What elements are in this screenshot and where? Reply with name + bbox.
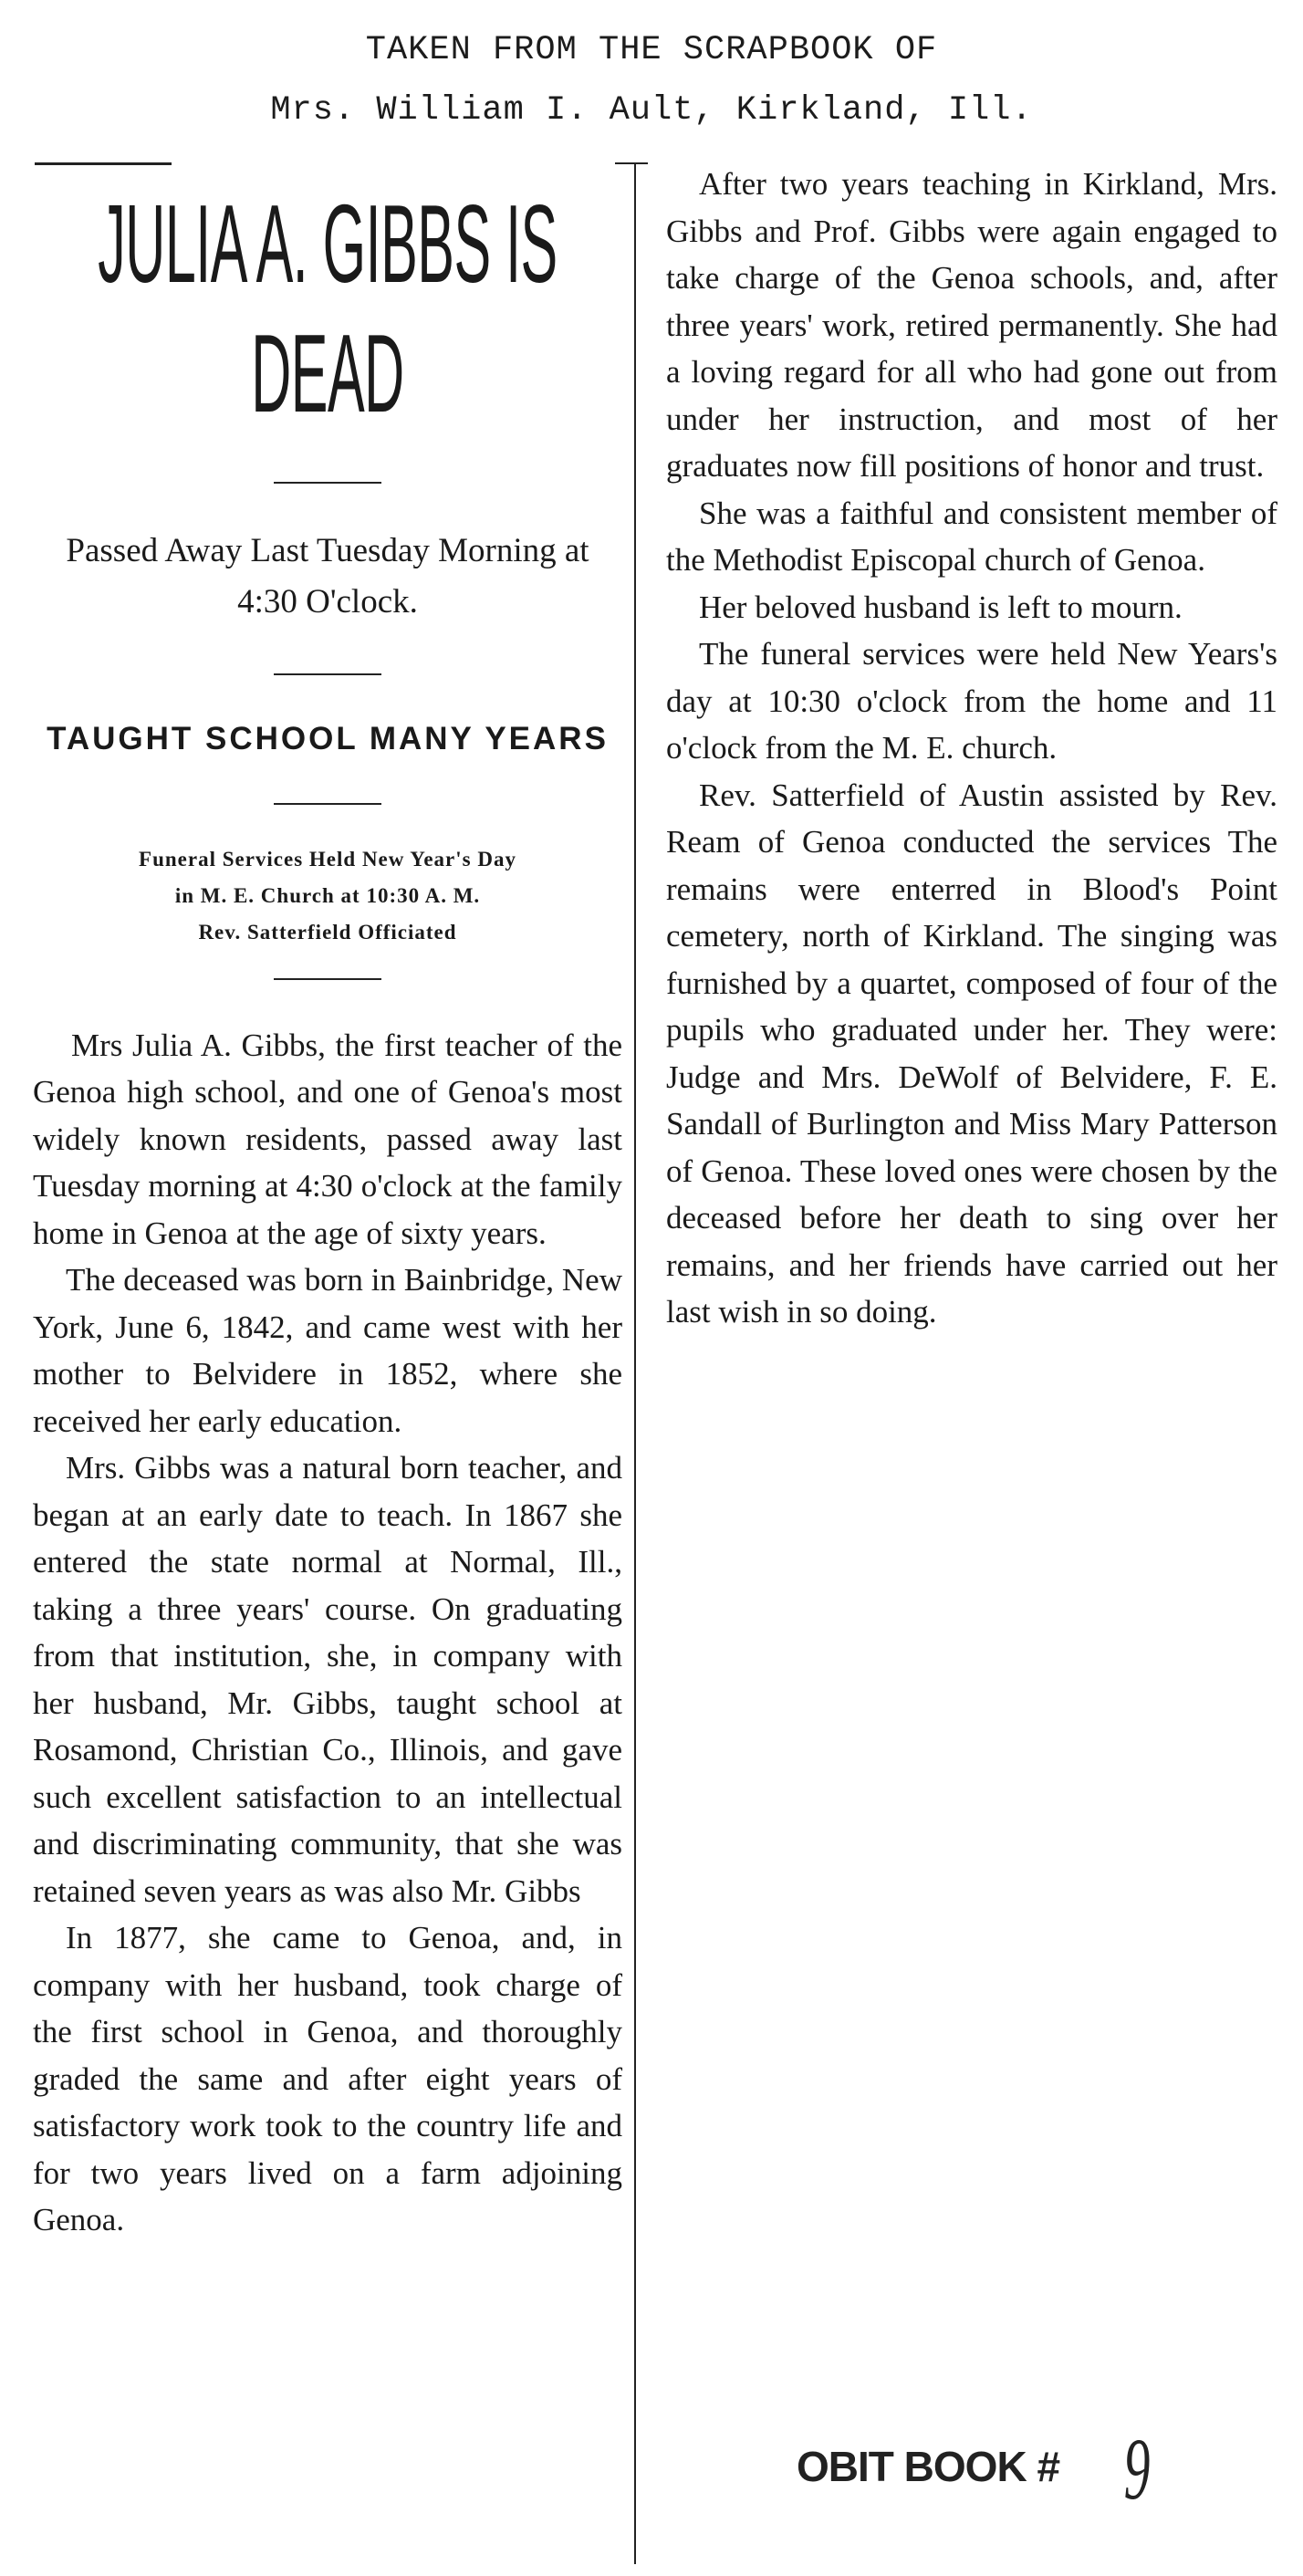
column-divider [634, 164, 636, 2564]
deck-subheading: Passed Away Last Tuesday Morning at 4:30 O'clock. [66, 532, 589, 621]
paragraph: In 1877, she came to Genoa, and, in company with her husband, took charge of the first school in Genoa, and thoroughly graded the same and after eight years of satisfactory work took to the country life and for two years lived on a farm adjoining Genoa. [33, 1920, 622, 2237]
separator-rule [274, 978, 381, 980]
paragraph: The funeral services were held New Years's day at 10:30 o'clock from the home and 11 o'clock from the M. E. church. [666, 636, 1277, 766]
paragraph: Mrs. Gibbs was a natural born teacher, and began at an early date to teach. In 1867 she entered the state normal at Normal, Ill., taking a three years' course. On graduating from that institution, she, in company with her husband, Mr. Gibbs, taught school at Rosamond, Christian Co., Illinois, and gave such excellent satisfaction to an intellectual and discriminating community, that she was retained seven years as was also Mr. Gibbs [33, 1450, 622, 1909]
deck-funeral-line2: in M. E. Church at 10:30 A. M. [174, 883, 481, 907]
scrapbook-header-line2: Mrs. William I. Ault, Kirkland, Ill. [270, 91, 1033, 130]
separator-rule [274, 482, 381, 484]
obit-book-number: 9 [1123, 2420, 1151, 2518]
paragraph: Mrs Julia A. Gibbs, the first teacher of the Genoa high school, and one of Genoa's most widely known residents, passed away last Tuesday morning at 4:30 o'clock at the family home in Genoa at the age of sixty years. [33, 1027, 622, 1251]
deck-banner: TAUGHT SCHOOL MANY YEARS [47, 721, 609, 756]
paragraph: After two years teaching in Kirkland, Mrs. Gibbs and Prof. Gibbs were again engaged to take charge of the Genoa schools, and, after three years' work, retired permanently. She had a loving regard for all who had gone out from under her instruction, and most of her graduates now fill positions of honor and trust. [666, 166, 1277, 484]
paragraph: Her beloved husband is left to mourn. [699, 589, 1183, 625]
obit-book-label: OBIT BOOK # [797, 2443, 1060, 2490]
paragraph: She was a faithful and consistent member of the Methodist Episcopal church of Genoa. [666, 495, 1277, 578]
separator-rule [274, 803, 381, 805]
deck-funeral-line1: Funeral Services Held New Year's Day [139, 847, 516, 871]
paragraph: The deceased was born in Bainbridge, New York, June 6, 1842, and came west with her mother to Belvidere in 1852, where she received her early education. [33, 1262, 622, 1439]
deck-funeral-line3: Rev. Satterfield Officiated [198, 920, 457, 944]
scrapbook-header-line1: TAKEN FROM THE SCRAPBOOK OF [365, 31, 938, 69]
right-column [666, 161, 1277, 1336]
separator-rule [274, 673, 381, 675]
headline: JULIA A. GIBBS IS DEAD [98, 182, 558, 435]
paragraph: Rev. Satterfield of Austin assisted by Rev. Ream of Genoa conducted the services The remains were enterred in Blood's Point cemetery, north of Kirkland. The singing was furnished by a quartet, composed of four of the pupils who graduated under her. They were: Judge and Mrs. DeWolf of Belvidere, F. E. Sandall of Burlington and Miss Mary Patterson of Genoa. These loved ones were chosen by the deceased before her death to sing over her remains, and her friends have carried out her last wish in so doing. [666, 777, 1277, 1330]
left-column [33, 161, 622, 2244]
